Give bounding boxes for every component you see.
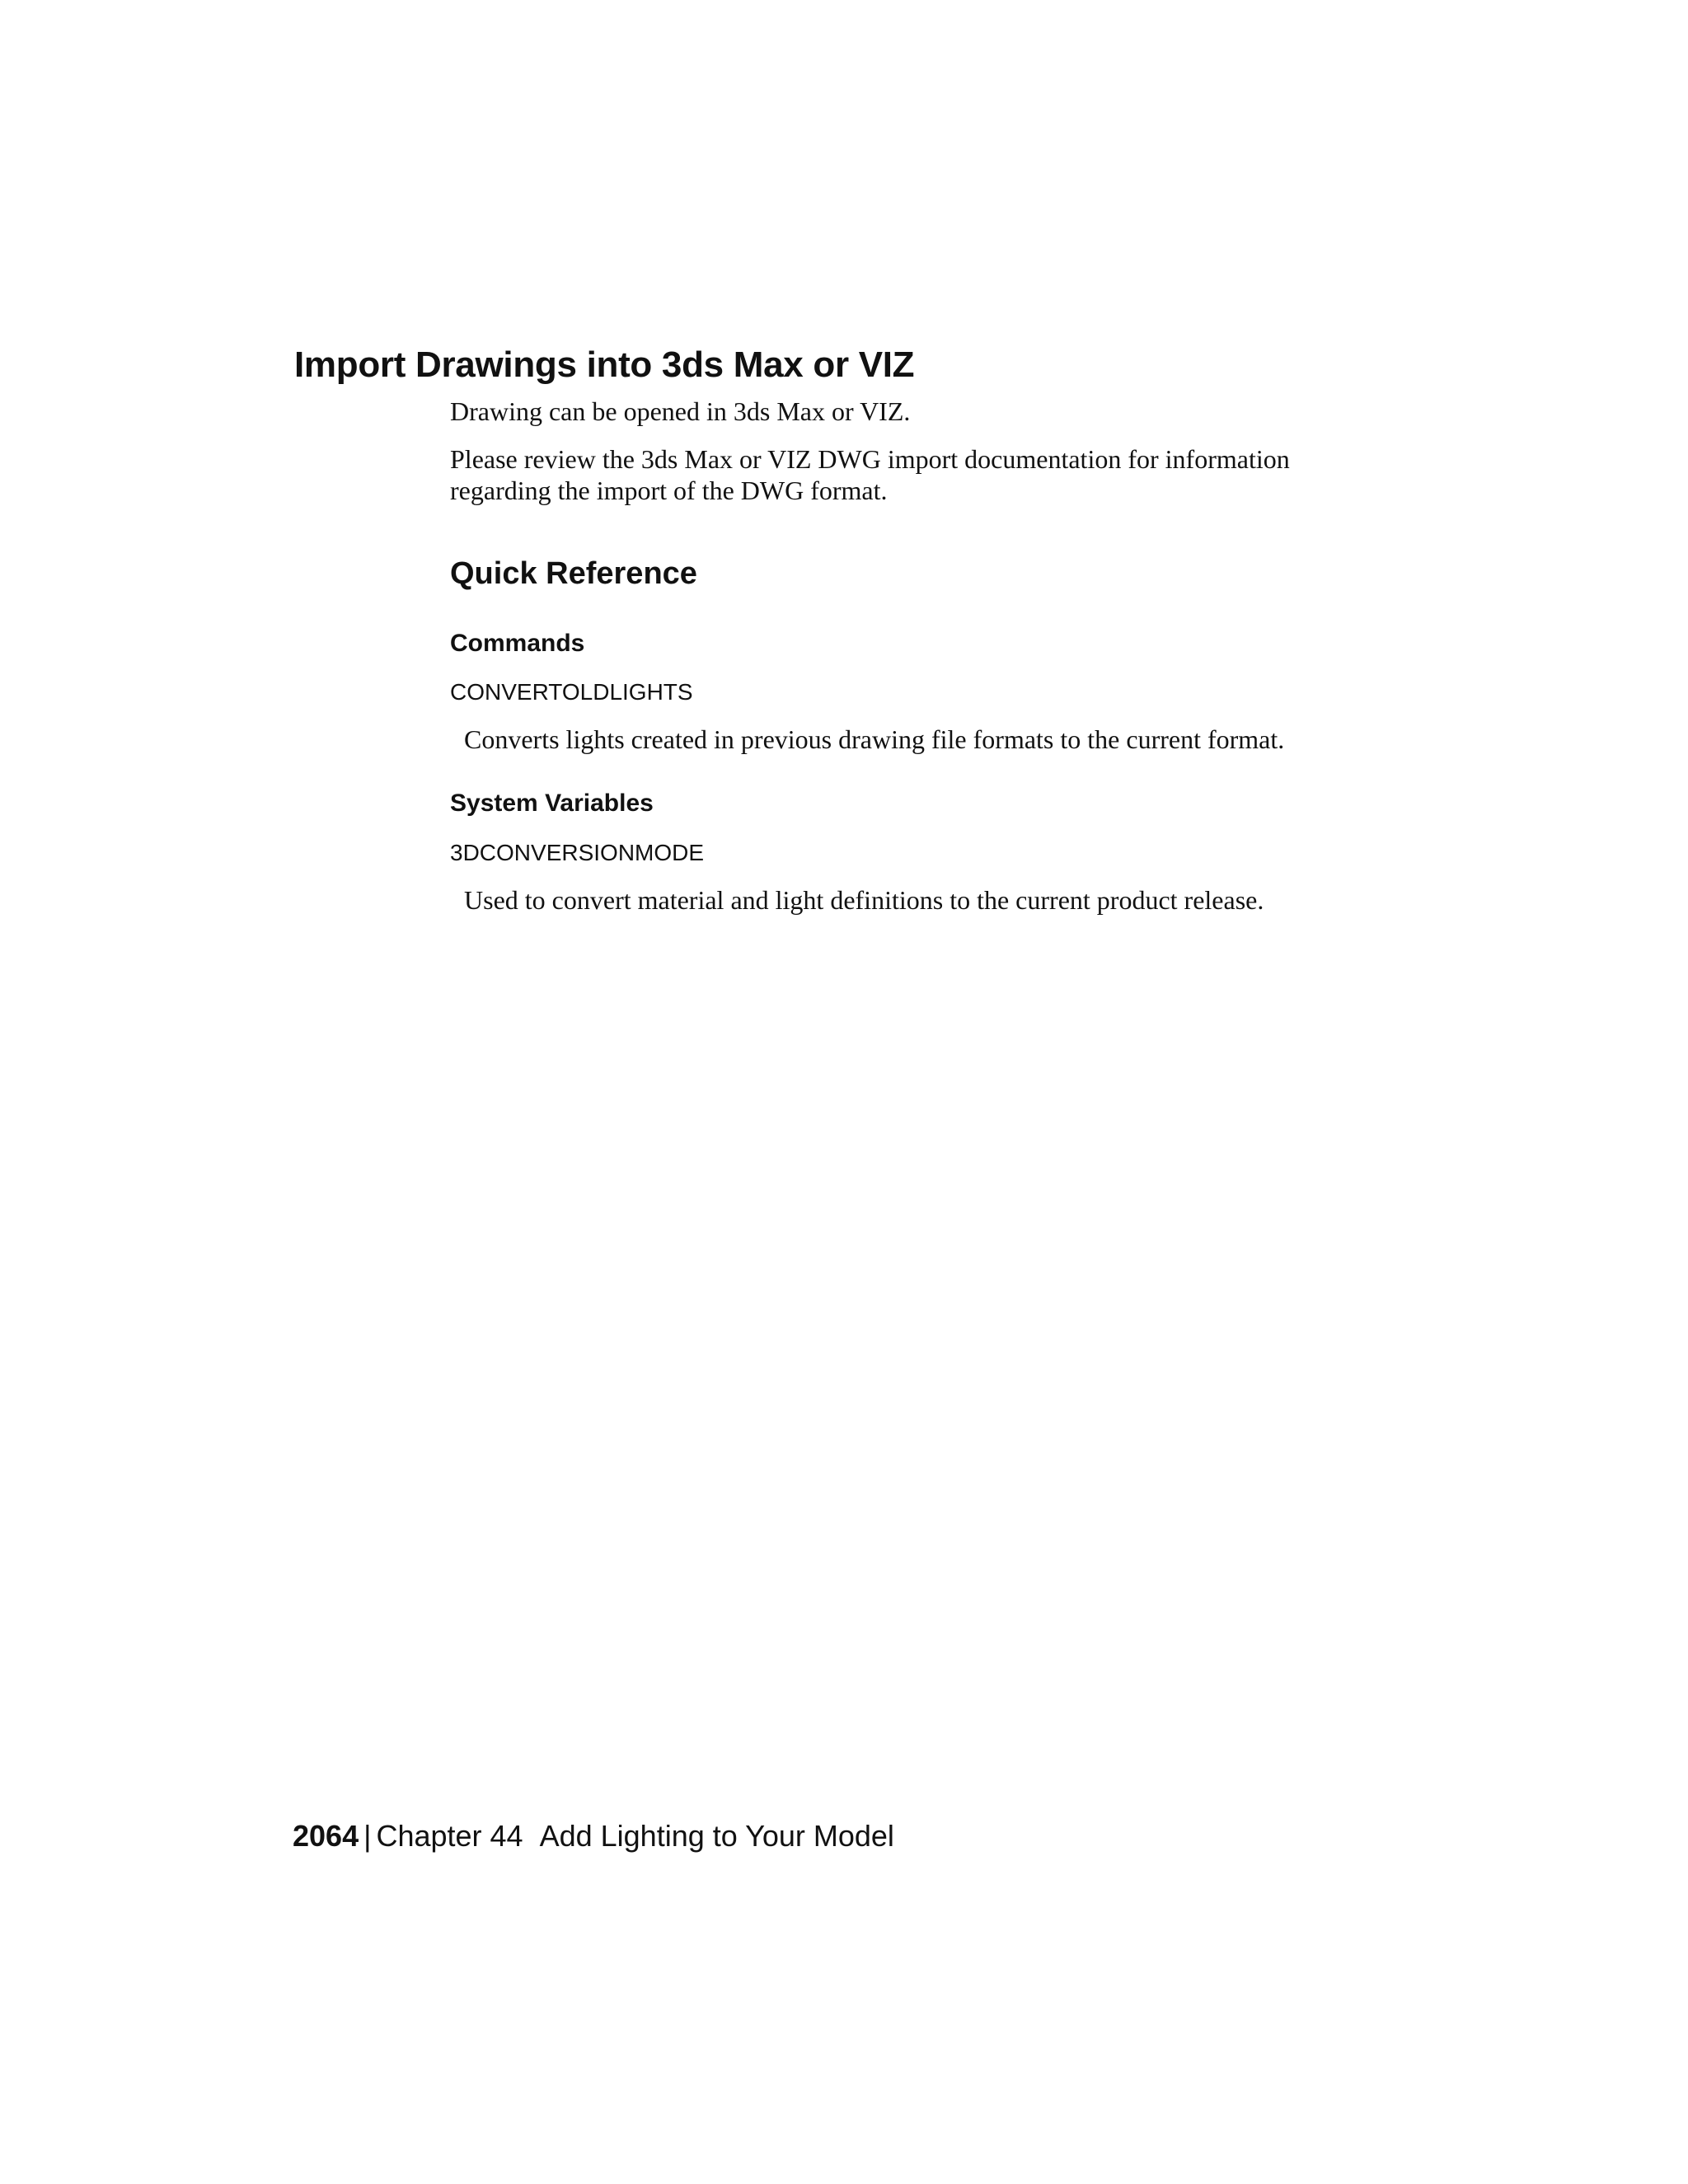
system-variables-heading: System Variables <box>450 790 654 817</box>
system-variable-term: 3DCONVERSIONMODE <box>450 840 705 865</box>
command-term: CONVERTOLDLIGHTS <box>450 679 693 705</box>
section-title: Import Drawings into 3ds Max or VIZ <box>294 344 915 385</box>
review-paragraph-line-2: regarding the import of the DWG format. <box>450 476 888 505</box>
chapter-title: Add Lighting to Your Model <box>539 1819 894 1853</box>
intro-paragraph: Drawing can be opened in 3ds Max or VIZ. <box>450 396 911 426</box>
commands-heading: Commands <box>450 630 585 657</box>
system-variable-definition: Used to convert material and light definitions to the current product release. <box>464 885 1264 915</box>
chapter-label: Chapter 44 <box>376 1819 523 1853</box>
page-footer <box>293 1819 894 1854</box>
command-definition: Converts lights created in previous drawing file formats to the current format. <box>464 724 1285 754</box>
review-paragraph-line-1: Please review the 3ds Max or VIZ DWG import documentation for information <box>450 444 1290 474</box>
footer-separator: | <box>363 1819 372 1853</box>
review-paragraph <box>450 443 1340 506</box>
page-number: 2064 <box>293 1819 359 1853</box>
quick-reference-heading: Quick Reference <box>450 556 697 591</box>
